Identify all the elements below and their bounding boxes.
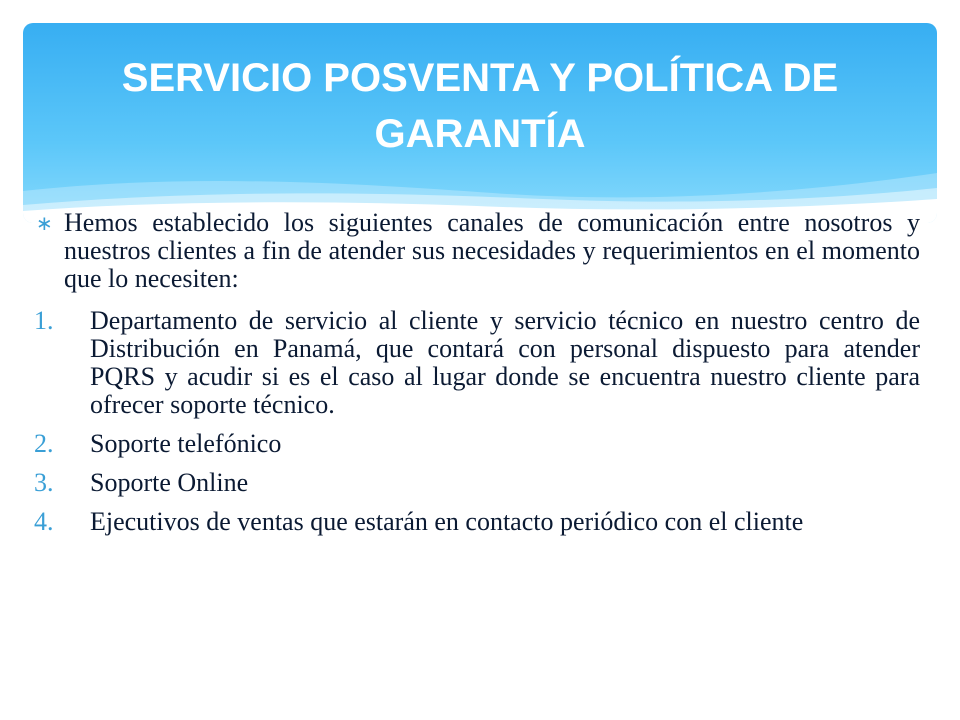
list-marker: 4. — [34, 507, 54, 536]
list-item — [34, 430, 920, 458]
list-item-text: Soporte telefónico — [90, 429, 282, 458]
list-item — [34, 307, 920, 419]
list-item-text: Soporte Online — [90, 468, 249, 497]
list-marker: 2. — [34, 429, 54, 458]
asterisk-bullet-icon: ∗ — [36, 211, 53, 235]
list-marker: 3. — [34, 468, 54, 497]
intro-paragraph — [34, 209, 920, 293]
list-item — [34, 469, 920, 497]
title-banner — [23, 23, 937, 223]
list-item-text: Ejecutivos de ventas que estarán en contacto periódico con el cliente — [90, 507, 804, 536]
slide-title: SERVICIO POSVENTA Y POLÍTICA DE GARANTÍA — [121, 56, 839, 156]
intro-text: Hemos establecido los siguientes canales de comunicación entre nosotros y nuestros clientes a fin de atender sus necesidades y requerimientos en el momento que lo necesiten: — [64, 208, 920, 293]
slide-body — [34, 209, 920, 547]
list-marker: 1. — [34, 306, 54, 335]
list-item — [34, 508, 920, 536]
list-item-text: Departamento de servicio al cliente y servicio técnico en nuestro centro de Distribución en Panamá, que contará con personal dispuesto para atender PQRS y acudir si es el caso al lugar donde se encuentra nuestro cliente para ofrecer soporte técnico. — [90, 306, 920, 419]
